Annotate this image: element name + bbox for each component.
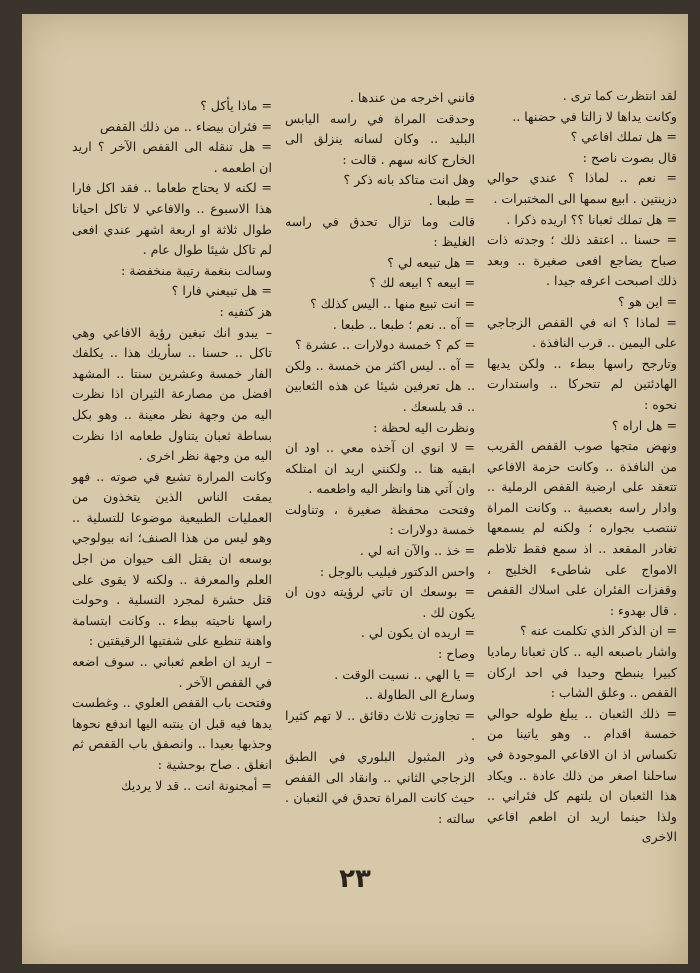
paragraph: وهل انت متاكد بانه ذكر ؟ — [343, 172, 475, 188]
paragraph: = فئران بيضاء .. من ذلك القفص — [100, 118, 272, 134]
paragraph: واشار باصبعه اليه .. كان ثعبانا رماديا كبيرا ينبطح وحيدا في احد اركان القفص .. وعلق الشاب : — [487, 644, 677, 701]
paragraph: = هل تملك افاعي ؟ — [570, 129, 677, 145]
text-column-middle — [285, 88, 475, 829]
paragraph: = خذ .. والآن انه لي . — [359, 543, 475, 559]
paragraph: وصاح : — [438, 646, 475, 662]
paragraph: ونهض متجها صوب القفص القريب من النافذة .. وكانت حزمة الافاعي تتعقد على ارضية القفص الرملية .. وادار راسه بعصبية .. وكانت المراة تنتصب بجواره ؛ ولكنه لم يسمعها تغادر المقعد .. اذ سمع فقط تلاطم الامواج على شاطىء الخليج ، وقفزات الفئران على اسلاك القفص . قال بهدوء : — [487, 438, 677, 618]
paragraph: وتارجح راسها ببطء .. ولكن يديها الهادئتين لم تتحركا .. واستدارت نحوه : — [487, 355, 677, 412]
paragraph: فانني اخرجه من عندها . — [349, 90, 475, 105]
paragraph: = نعم .. لماذا ؟ عندي حوالي دزينتين . ابيع سمها الى المختبرات . — [487, 170, 677, 206]
paragraph: = كم ؟ خمسة دولارات .. عشرة ؟ — [295, 337, 475, 353]
paragraph: = هل تنقله الى القفص الآخر ؟ اريد ان اطعمه . — [72, 139, 272, 175]
page-number: ٢٣ — [339, 864, 371, 894]
paragraph: = هل تملك ثعبانا ؟؟ اريده ذكرا . — [506, 211, 677, 227]
paragraph: وذر المثبول البلوري في الطبق الزجاجي الثاني .. وانقاد الى القفص حيث كانت المراة تحدق في الثعبان . سالته : — [285, 749, 475, 826]
paragraph: = حسنا .. اعتقد ذلك ؛ وجدته ذات صباح يضاجع افعى صغيرة .. وبعد ذلك اصبحت اعرفه جيدا . — [487, 232, 677, 289]
paragraph: = طبعا . — [428, 192, 475, 208]
paragraph: = هل تبيعه لي ؟ — [387, 254, 475, 270]
paragraph: = لكنه لا يحتاج طعاما .. فقد اكل فارا هذا الاسبوع .. والافاعي لا تاكل احيانا طوال ثلاثة او اربعة اشهر عندي افعى لم تاكل شيئا طوال عام . — [72, 180, 272, 258]
paragraph: وفتحت محفظة صغيرة ، وتناولت خمسة دولارات : — [285, 501, 475, 538]
paragraph: = تجاوزت ثلاث دقائق .. لا تهم كثيرا . — [285, 707, 475, 744]
paragraph: = هل اراه ؟ — [611, 417, 677, 433]
paragraph: = هل تبيعني فارا ؟ — [171, 283, 272, 299]
paragraph: = ابيعه ؟ ابيعه لك ؟ — [369, 275, 475, 291]
paragraph: = بوسعك ان تاتي لرؤيته دون ان يكون لك . — [285, 584, 475, 620]
paragraph: = ماذا يأكل ؟ — [200, 98, 272, 113]
book-page — [22, 14, 688, 964]
paragraph: = اريده ان يكون لي . — [360, 625, 475, 641]
paragraph: وكانت المرارة تشيع في صوته .. فهو يمقت الناس الذين يتخذون من العمليات الطبيعية موضوعا للتسلية .. وهو ليس من هذا الصنف؛ انه بيولوجي بوسعه ان يقتل الف حيوان من اجل العلم والمعرفة .. ولكنه لا يقوى على قتل حشرة لمجرد التسلية . وحولت راسها ناحيته ببطء .. وكانت ابتسامة واهنة تنطبع على شفتيها الرقيقتين : — [72, 468, 272, 649]
paragraph: = ذلك الثعبان .. يبلغ طوله حوالي خمسة اقدام .. وهو ياتينا من تكساس اذ ان الافاعي الموجودة في ساحلنا اصغر من ذلك عادة .. ويكاد هذا الثعبان ان يلتهم كل فئراني .. ولذا حينما اريد ان اطعم افاعي الاخرى — [487, 705, 677, 845]
paragraph: = أمجنونة انت .. قد لا يرديك — [121, 777, 272, 793]
paragraph: = اين هو ؟ — [618, 293, 677, 309]
paragraph: وفتحت باب القفص العلوي .. وغطست يدها فيه قبل ان ينتبه اليها اندفع نحوها وجذبها بعيدا .. وانصفق باب القفص ثم انغلق . صاح بوحشية : — [72, 695, 272, 772]
paragraph: وسارع الى الطاولة .. — [364, 687, 475, 703]
paragraph: = يا الهي .. نسيت الوقت . — [334, 666, 475, 682]
paragraph: لقد انتظرت كما ترى . — [562, 88, 677, 103]
paragraph: هز كتفيه : — [219, 303, 272, 319]
paragraph: واحس الدكتور فيليب بالوجل : — [319, 563, 475, 579]
paragraph: = آه .. نعم ؛ طبعا .. طبعا . — [332, 316, 475, 332]
paragraph: = لا انوي ان آخذه معي .. اود ان ابقيه هنا .. ولكنني اريد ان امتلكه وان آتي هنا وانظر اليه واطعمه . — [285, 440, 475, 497]
paragraph: – اريد ان اطعم ثعباني .. سوف اضعه في القفص الآخر . — [72, 654, 272, 690]
paragraph: ونظرت اليه لحظة : — [373, 419, 475, 435]
paragraph: وحدقت المراة في راسه اليابس البليد .. وكان لسانه ينزلق الى الخارج كانه سهم . قالت : — [285, 110, 475, 167]
paragraph: وسالت بنغمة رتيبة منخفضة : — [120, 262, 272, 278]
paragraph: قال بصوت ناصح : — [582, 149, 677, 165]
text-column-right — [487, 86, 677, 848]
text-column-left — [72, 96, 272, 796]
paragraph: = انت تبيع منها .. اليس كذلك ؟ — [310, 295, 475, 311]
paragraph: = آه .. ليس اكثر من خمسة .. ولكن .. هل تعرفين شيئا عن هذه الثعابين .. قد يلسعك . — [285, 357, 475, 414]
paragraph: = لماذا ؟ انه في القفص الزجاجي على اليمين .. قرب النافذة . — [487, 314, 677, 351]
paragraph: = ان الذكر الذي تكلمت عنه ؟ — [519, 623, 677, 639]
paragraph: قالت وما تزال تحدق في راسه الغليظ : — [285, 213, 475, 250]
paragraph: – يبدو انك تبغين رؤية الافاعي وهي تاكل .. حسنا .. سأريك هذا .. يكلفك الفار خمسة وعشرين سنتا .. المشهد افضل من مصارعة الثيران اذا نظرت اليه من وجهة نظر معينة .. وهو بكل بساطة ثعبان يتناول طعامه اذا نظرت اليه من وجهة نظر اخرى . — [72, 324, 272, 464]
paragraph: وكانت يداها لا زالتا في حضنها .. — [512, 108, 677, 124]
